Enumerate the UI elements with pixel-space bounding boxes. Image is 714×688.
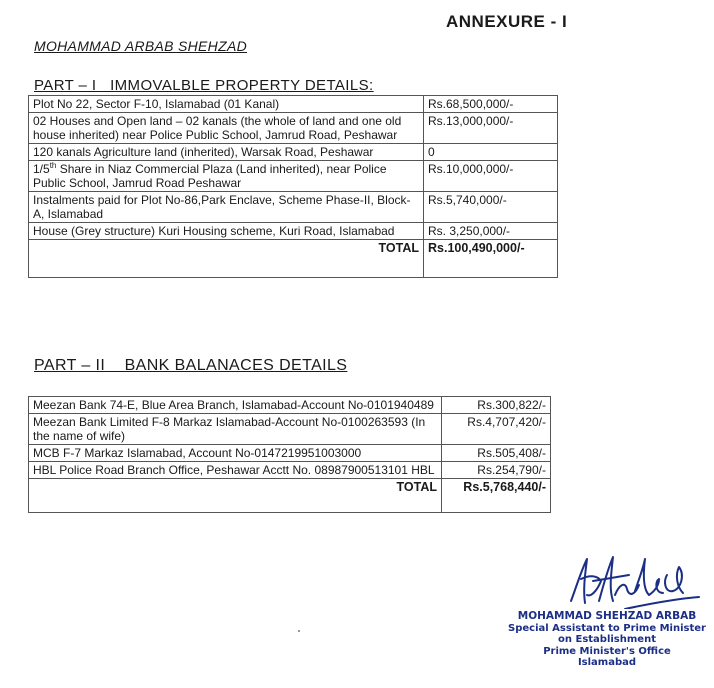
total-amount: Rs.100,490,000/-	[424, 240, 558, 278]
table-row	[29, 113, 558, 144]
bank-description: HBL Police Road Branch Office, Peshawar Acctt No. 08987900513101 HBL	[29, 462, 442, 479]
table-row	[29, 96, 558, 113]
property-description: Plot No 22, Sector F-10, Islamabad (01 Kanal)	[29, 96, 424, 113]
handwritten-signature	[563, 545, 703, 609]
part2-title: PART – II BANK BALANACES DETAILS	[34, 357, 348, 374]
table-row	[29, 144, 558, 161]
part1-title: PART – I IMMOVALBLE PROPERTY DETAILS:	[34, 77, 374, 94]
property-description: House (Grey structure) Kuri Housing scheme, Kuri Road, Islamabad	[29, 223, 424, 240]
property-description	[29, 161, 424, 192]
property-description: Instalments paid for Plot No-86,Park Enclave, Scheme Phase-II, Block-A, Islamabad	[29, 192, 424, 223]
stamp-office: Prime Minister's Office	[543, 645, 671, 657]
table-row	[29, 414, 551, 445]
total-row	[29, 479, 551, 513]
property-amount: Rs.13,000,000/-	[424, 113, 558, 144]
official-stamp	[507, 611, 707, 669]
property-amount: Rs.68,500,000/-	[424, 96, 558, 113]
bank-amount: Rs.4,707,420/-	[442, 414, 551, 445]
total-amount: Rs.5,768,440/-	[442, 479, 551, 513]
table-row	[29, 397, 551, 414]
bank-description: Meezan Bank Limited F-8 Markaz Islamabad-Account No-0100263593 (In the name of wife)	[29, 414, 442, 445]
bank-table	[28, 396, 551, 513]
total-label: TOTAL	[29, 240, 424, 278]
property-description: 120 kanals Agriculture land (inherited), Warsak Road, Peshawar	[29, 144, 424, 161]
table-row	[29, 161, 558, 192]
owner-name: MOHAMMAD ARBAB SHEHZAD	[34, 38, 247, 54]
property-table	[28, 95, 558, 278]
table-row	[29, 462, 551, 479]
annexure-heading: ANNEXURE - I	[446, 12, 568, 31]
table-row	[29, 223, 558, 240]
property-amount: 0	[424, 144, 558, 161]
property-amount: Rs.5,740,000/-	[424, 192, 558, 223]
bank-description: MCB F-7 Markaz Islamabad, Account No-0147219951003000	[29, 445, 442, 462]
property-description: 02 Houses and Open land – 02 kanals (the whole of land and one old house inherited) near Police Public School, Jamrud Road, Peshawar	[29, 113, 424, 144]
ordinal-suffix: th	[49, 161, 57, 170]
bank-amount: Rs.300,822/-	[442, 397, 551, 414]
table-row	[29, 445, 551, 462]
table-row	[29, 192, 558, 223]
property-amount: Rs. 3,250,000/-	[424, 223, 558, 240]
bank-amount: Rs.505,408/-	[442, 445, 551, 462]
share-fraction: 1/5	[33, 162, 50, 176]
property-amount: Rs.10,000,000/-	[424, 161, 558, 192]
stamp-name: MOHAMMAD SHEHZAD ARBAB	[517, 610, 697, 622]
bank-description: Meezan Bank 74-E, Blue Area Branch, Islamabad-Account No-0101940489	[29, 397, 442, 414]
stamp-city: Islamabad	[577, 657, 637, 668]
share-description: Share in Niaz Commercial Plaza (Land inherited), near Police Public School, Jamrud Road Peshawar	[33, 162, 387, 190]
signature-block	[507, 545, 707, 685]
stamp-department: on Establishment	[558, 634, 656, 645]
total-row	[29, 240, 558, 278]
total-label: TOTAL	[29, 479, 442, 513]
bank-amount: Rs.254,790/-	[442, 462, 551, 479]
scan-speck	[298, 630, 300, 632]
stamp-designation: Special Assistant to Prime Minister	[508, 622, 706, 634]
